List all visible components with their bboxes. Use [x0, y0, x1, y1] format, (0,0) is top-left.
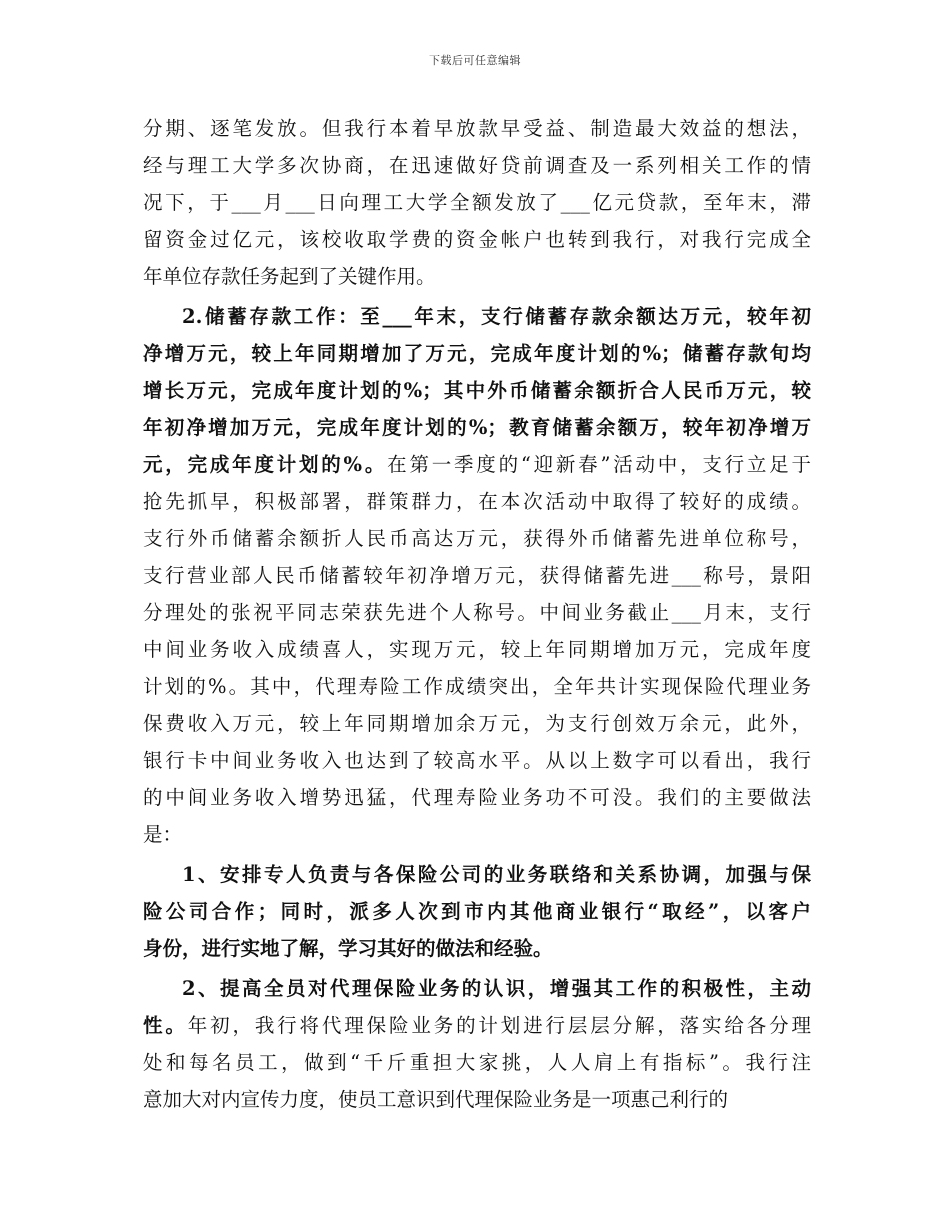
text-line — [143, 1044, 811, 1081]
paragraph — [143, 298, 811, 853]
bold-text-segment: 增长万元，完成年度计划的%；其中外币储蓄余额折合人民币万元，较 — [143, 379, 811, 402]
text-line — [143, 779, 811, 816]
bold-text-segment: 2.储蓄存款工作：至___年末，支行储蓄存款余额达万元，较年初 — [182, 305, 811, 328]
text-line — [143, 668, 811, 705]
text-line — [143, 594, 811, 631]
text-line — [143, 557, 811, 594]
text-line — [143, 446, 811, 483]
text-line — [143, 184, 811, 221]
text-line — [143, 409, 811, 446]
document-body — [143, 110, 811, 1121]
bold-text-segment: 2、提高全员对代理保险业务的认识，增强其工作的积极性，主动 — [182, 977, 811, 1000]
text-line — [143, 258, 811, 295]
text-line — [143, 298, 811, 335]
text-line — [143, 221, 811, 258]
text-segment: 抢先抓早，积极部署，群策群力，在本次活动中取得了较好的成绩。 — [143, 490, 811, 513]
bold-text-segment: 1、安排专人负责与各保险公司的业务联络和关系协调，加强与保 — [182, 863, 811, 886]
text-segment: 是： — [143, 823, 183, 846]
text-line — [143, 520, 811, 557]
text-line — [143, 1007, 811, 1044]
paragraph — [143, 970, 811, 1118]
text-line — [143, 856, 811, 893]
text-segment: 经与理工大学多次协商，在迅速做好贷前调查及一系列相关工作的情 — [143, 154, 811, 177]
text-line — [143, 483, 811, 520]
text-line — [143, 335, 811, 372]
text-segment: 意加大对内宣传力度，使员工意识到代理保险业务是一项惠己利行的 — [143, 1088, 729, 1111]
text-line — [143, 1081, 811, 1118]
bold-text-segment: 元，完成年度计划的%。 — [143, 453, 388, 476]
paragraph — [143, 856, 811, 967]
text-line — [143, 930, 811, 967]
text-line — [143, 970, 811, 1007]
text-segment: 况下，于___月___日向理工大学全额发放了___亿元贷款，至年末，滞 — [143, 191, 811, 214]
bold-text-segment: 净增万元，较上年同期增加了万元，完成年度计划的%；储蓄存款旬均 — [143, 342, 811, 365]
text-segment: 中间业务收入成绩喜人，实现万元，较上年同期增加万元，完成年度 — [143, 638, 811, 661]
bold-text-segment: 身份，进行实地了解，学习其好的做法和经验。 — [143, 937, 553, 960]
text-segment: 在第一季度的“迎新春”活动中，支行立足于 — [387, 453, 811, 476]
text-segment: 分理处的张祝平同志荣获先进个人称号。中间业务截止___月末，支行 — [143, 601, 811, 624]
text-segment: 银行卡中间业务收入也达到了较高水平。从以上数字可以看出，我行 — [143, 749, 811, 772]
text-line — [143, 110, 811, 147]
text-segment: 留资金过亿元，该校收取学费的资金帐户也转到我行，对我行完成全 — [143, 228, 811, 251]
text-line — [143, 742, 811, 779]
text-line — [143, 816, 811, 853]
text-segment: 保费收入万元，较上年同期增加余万元，为支行创效万余元，此外， — [143, 712, 811, 735]
text-line — [143, 893, 811, 930]
text-line — [143, 147, 811, 184]
text-line — [143, 372, 811, 409]
bold-text-segment: 性。 — [143, 1014, 188, 1037]
paragraph — [143, 110, 811, 295]
text-segment: 支行外币储蓄余额折人民币高达万元，获得外币储蓄先进单位称号， — [143, 527, 811, 550]
text-line — [143, 631, 811, 668]
text-line — [143, 705, 811, 742]
text-segment: 计划的%。其中，代理寿险工作成绩突出，全年共计实现保险代理业务 — [143, 675, 811, 698]
text-segment: 处和每名员工，做到“千斤重担大家挑，人人肩上有指标”。我行注 — [143, 1051, 811, 1074]
text-segment: 支行营业部人民币储蓄较年初净增万元，获得储蓄先进___称号，景阳 — [143, 564, 811, 587]
text-segment: 的中间业务收入增势迅猛，代理寿险业务功不可没。我们的主要做法 — [143, 786, 811, 809]
text-segment: 分期、逐笔发放。但我行本着早放款早受益、制造最大效益的想法， — [143, 117, 811, 140]
bold-text-segment: 年初净增加万元，完成年度计划的%；教育储蓄余额万，较年初净增万 — [143, 416, 811, 439]
page-header: 下载后可任意编辑 — [429, 54, 521, 67]
bold-text-segment: 险公司合作；同时，派多人次到市内其他商业银行“取经”，以客户 — [143, 900, 811, 923]
text-segment: 年单位存款任务起到了关键作用。 — [143, 265, 436, 288]
text-segment: 年初，我行将代理保险业务的计划进行层层分解，落实给各分理 — [187, 1014, 811, 1037]
